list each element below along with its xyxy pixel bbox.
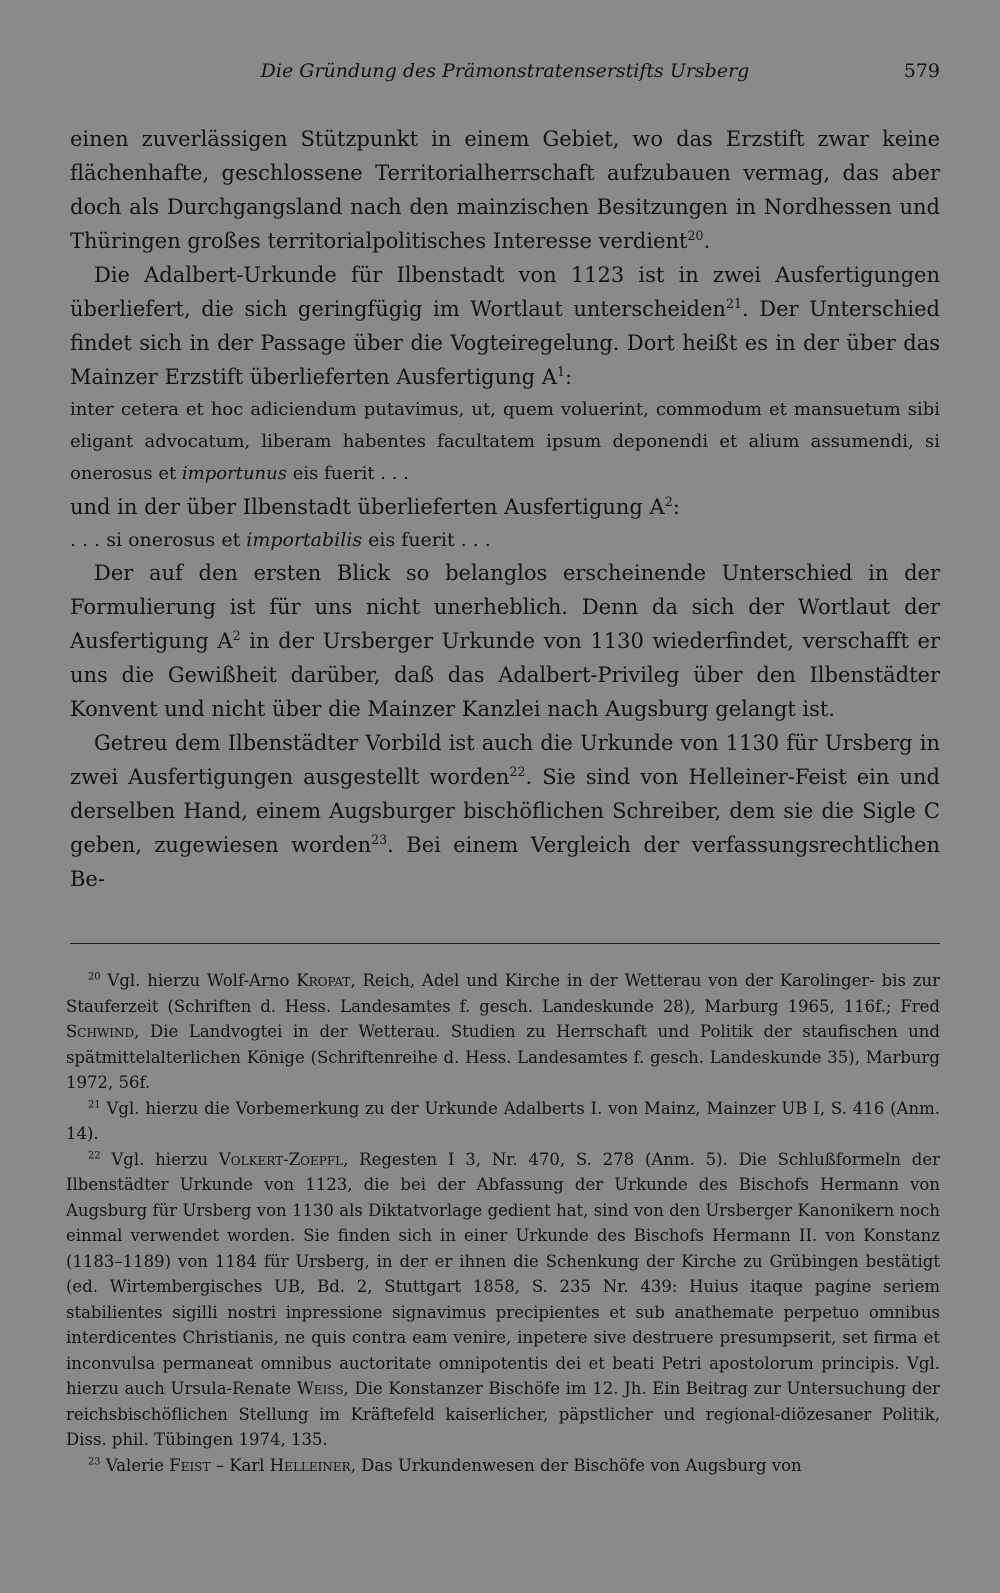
main-text [70, 122, 940, 896]
footnote-number: 23 [88, 1456, 101, 1467]
footnote: $^{23}$ Valerie Feist – Karl Helleiner, Das Urkundenwesen der Bischöfe von Augsburg von [88, 1455, 802, 1475]
footnote-ref: 21 [725, 296, 742, 311]
running-header [70, 60, 940, 90]
footnote-ref: 20 [687, 228, 704, 243]
footnote-ref: 22 [509, 764, 526, 779]
paragraph: einen zuverlässigen Stützpunkt in einem Gebiet, wo das Erzstift zwar keine flächenhafte, geschlossene Territorialherrschaft aufzubauen vermag, das aber doch als Durchgangsland nach den mainzischen Besitzungen in Nordhessen und Thüringen großes territorialpolitisches Interesse verdient$^{20}$. [70, 127, 940, 253]
footnote-ref: 23 [371, 832, 388, 847]
footnote-number: 22 [88, 1150, 101, 1161]
paragraph: Die Adalbert-Urkunde für Ilbenstadt von 1123 ist in zwei Ausfertigungen überliefert, die sich geringfügig im Wortlaut unterscheiden$^{21}$. Der Unterschied findet sich in der Passage über die Vogteiregelung. Dort heißt es in der über das Mainzer Erzstift überlieferten Ausfertigung $A^1$: [70, 263, 940, 389]
footnote-divider [70, 943, 940, 944]
manuscript-sigle: 1 [556, 364, 565, 379]
footnote: $^{21}$ Vgl. hierzu die Vorbemerkung zu der Urkunde Adalberts I. von Mainz, Mainzer UB I, S. 416 (Anm. 14). [66, 1098, 940, 1143]
paragraph: Getreu dem Ilbenstädter Vorbild ist auch die Urkunde von 1130 für Ursberg in zwei Ausfertigungen ausgestellt worden$^{22}$. Sie sind von Helleiner-Feist ein und derselben Hand, einem Augsburger bischöflichen Schreiber, dem sie die Sigle C geben, zugewiesen worden$^{23}$. Bei einem Vergleich der verfassungsrechtlichen Be- [70, 731, 941, 891]
footnote: $^{20}$ Vgl. hierzu Wolf-Arno Kropat, Reich, Adel und Kirche in der Wetterau von der Karolinger- bis zur Stauferzeit (Schriften d. Hess. Landesamtes f. gesch. Landeskunde 28), Marburg 1965, 116f.; Fred Schwind, Die Landvogtei in der Wetterau. Studien zu Herrschaft und Politik der staufischen und spätmittelalterlichen Könige (Schriftenreihe d. Hess. Landesamtes f. gesch. Landeskunde 35), Marburg 1972, 56f. [66, 971, 940, 1092]
block-quote: . . . si onerosus et importabilis eis fuerit . . . [70, 529, 491, 551]
page-number: 579 [903, 60, 940, 82]
block-quote: inter cetera et hoc adiciendum putavimus, ut, quem voluerint, commodum et mansuetum sibi eligant advocatum, liberam habentes facultatem ipsum deponendi et alium assumendi, si onerosus et importunus eis fuerit . . . [70, 399, 940, 484]
footnote-number: 21 [88, 1099, 101, 1110]
manuscript-sigle: 2 [664, 494, 673, 509]
manuscript-sigle: 2 [232, 628, 241, 643]
paragraph: Der auf den ersten Blick so belanglos erscheinende Unterschied in der Formulierung ist für uns nicht unerheblich. Denn da sich der Wortlaut der Ausfertigung $A^2$ in der Ursberger Urkunde von 1130 wiederfindet, verschafft er uns die Gewißheit darüber, daß das Adalbert-Privileg über den Ilbenstädter Konvent und nicht über die Mainzer Kanzlei nach Augsburg gelangt ist. [70, 561, 941, 721]
paragraph: und in der über Ilbenstadt überlieferten Ausfertigung $A^2$: [70, 494, 680, 519]
footnote-number: 20 [88, 971, 101, 983]
footnotes [66, 968, 940, 1478]
running-title: Die Gründung des Prämonstratenserstifts Ursberg [260, 60, 750, 82]
footnote: $^{22}$ Vgl. hierzu Volkert-Zoepfl, Regesten I 3, Nr. 470, S. 278 (Anm. 5). Die Schlußformeln der Ilbenstädter Urkunde von 1123, die bei der Abfassung der Urkunde des Bischofs Hermann von Augsburg für Ursberg von 1130 als Diktatvorlage gedient hat, sind von den Ursberger Kanonikern noch einmal verwendet worden. Sie finden sich in einer Urkunde des Bischofs Hermann II. von Konstanz (1183–1189) von 1184 für Ursberg, in der er ihnen die Schenkung der Kirche zu Grübingen bestätigt (ed. Wirtembergisches UB, Bd. 2, Stuttgart 1858, S. 235 Nr. 439: Huius itaque pagine seriem stabilientes sigilli nostri inpressione signavimus precipientes et sub anathemate perpetuo omnibus interdicentes Christianis, ne quis contra eam venire, inpetere sive destruere presumpserit, set firma et inconvulsa permaneat omnibus auctoritate omnipotentis dei et beati Petri apostolorum principis. Vgl. hierzu auch Ursula-Renate Weiss, Die Konstanzer Bischöfe im 12. Jh. Ein Beitrag zur Untersuchung der reichsbischöflichen Stellung im Kräftefeld kaiserlicher, päpstlicher und regional-diözesaner Politik, Diss. phil. Tübingen 1974, 135. [66, 1149, 940, 1449]
